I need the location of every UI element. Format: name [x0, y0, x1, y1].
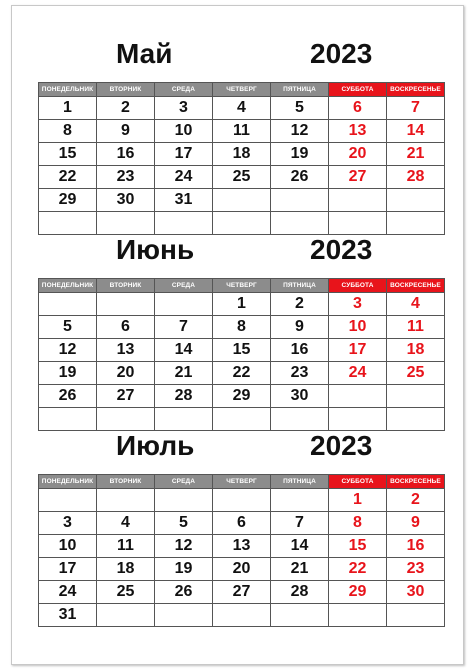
day-cell: 30: [271, 385, 329, 408]
weekday-header-row: [39, 279, 445, 293]
weekday-header: ПОНЕДЕЛЬНИК: [39, 83, 97, 97]
week-row: [39, 512, 445, 535]
empty-day-cell: [213, 489, 271, 512]
day-cell: 30: [387, 581, 445, 604]
day-cell: 14: [155, 339, 213, 362]
weekday-header: ПОНЕДЕЛЬНИК: [39, 279, 97, 293]
day-cell: 17: [39, 558, 97, 581]
day-cell: 7: [155, 316, 213, 339]
month-title: Июнь: [116, 234, 195, 265]
day-cell: 6: [329, 97, 387, 120]
day-cell: 27: [97, 385, 155, 408]
day-cell: 22: [329, 558, 387, 581]
weekday-header: ПЯТНИЦА: [271, 279, 329, 293]
week-row: [39, 385, 445, 408]
day-cell: 2: [271, 293, 329, 316]
day-cell: 25: [387, 362, 445, 385]
empty-day-cell: [329, 408, 387, 431]
weekday-header: СРЕДА: [155, 279, 213, 293]
empty-day-cell: [39, 212, 97, 235]
day-cell: 12: [155, 535, 213, 558]
empty-day-cell: [97, 212, 155, 235]
day-cell: 8: [39, 120, 97, 143]
empty-day-cell: [155, 293, 213, 316]
month-grid: [38, 82, 445, 235]
empty-day-cell: [271, 189, 329, 212]
week-row: [39, 120, 445, 143]
day-cell: 7: [387, 97, 445, 120]
day-cell: 9: [97, 120, 155, 143]
day-cell: 31: [155, 189, 213, 212]
day-cell: 6: [97, 316, 155, 339]
day-cell: 22: [213, 362, 271, 385]
day-cell: 24: [329, 362, 387, 385]
week-row: [39, 293, 445, 316]
empty-day-cell: [213, 604, 271, 627]
empty-day-cell: [213, 408, 271, 431]
day-cell: 4: [387, 293, 445, 316]
day-cell: 24: [155, 166, 213, 189]
weekday-header: СУББОТА: [329, 83, 387, 97]
day-cell: 8: [213, 316, 271, 339]
day-cell: 31: [39, 604, 97, 627]
day-cell: 14: [387, 120, 445, 143]
day-cell: 14: [271, 535, 329, 558]
day-cell: 1: [39, 97, 97, 120]
weekday-header: ПОНЕДЕЛЬНИК: [39, 475, 97, 489]
day-cell: 4: [213, 97, 271, 120]
month-grid: [38, 278, 445, 431]
empty-day-cell: [39, 293, 97, 316]
day-cell: 25: [213, 166, 271, 189]
day-cell: 29: [213, 385, 271, 408]
day-cell: 15: [39, 143, 97, 166]
week-row: [39, 316, 445, 339]
week-row: [39, 535, 445, 558]
day-cell: 15: [213, 339, 271, 362]
day-cell: 23: [387, 558, 445, 581]
day-cell: 19: [39, 362, 97, 385]
day-cell: 6: [213, 512, 271, 535]
empty-day-cell: [97, 604, 155, 627]
month-grid: [38, 474, 445, 627]
day-cell: 17: [155, 143, 213, 166]
day-cell: 22: [39, 166, 97, 189]
day-cell: 21: [387, 143, 445, 166]
empty-day-cell: [329, 604, 387, 627]
weekday-header: ЧЕТВЕРГ: [213, 475, 271, 489]
weekday-header: ВОСКРЕСЕНЬЕ: [387, 279, 445, 293]
week-row: [39, 581, 445, 604]
empty-day-cell: [329, 385, 387, 408]
day-cell: 1: [213, 293, 271, 316]
day-cell: 25: [97, 581, 155, 604]
day-cell: 18: [387, 339, 445, 362]
empty-day-cell: [155, 489, 213, 512]
empty-day-cell: [155, 604, 213, 627]
empty-day-cell: [271, 604, 329, 627]
day-cell: 8: [329, 512, 387, 535]
day-cell: 20: [329, 143, 387, 166]
week-row: [39, 489, 445, 512]
day-cell: 26: [155, 581, 213, 604]
weekday-header-row: [39, 83, 445, 97]
empty-day-cell: [39, 408, 97, 431]
day-cell: 17: [329, 339, 387, 362]
day-cell: 11: [387, 316, 445, 339]
day-cell: 20: [97, 362, 155, 385]
empty-day-cell: [97, 408, 155, 431]
week-row: [39, 558, 445, 581]
day-cell: 5: [39, 316, 97, 339]
weekday-header: СРЕДА: [155, 475, 213, 489]
day-cell: 13: [213, 535, 271, 558]
empty-day-cell: [271, 489, 329, 512]
year-title: 2023: [310, 38, 373, 69]
week-row: [39, 339, 445, 362]
weekday-header: ЧЕТВЕРГ: [213, 279, 271, 293]
day-cell: 10: [155, 120, 213, 143]
day-cell: 21: [155, 362, 213, 385]
day-cell: 29: [39, 189, 97, 212]
day-cell: 10: [329, 316, 387, 339]
day-cell: 20: [213, 558, 271, 581]
empty-day-cell: [271, 212, 329, 235]
day-cell: 26: [39, 385, 97, 408]
empty-day-cell: [213, 212, 271, 235]
day-cell: 23: [271, 362, 329, 385]
day-cell: 18: [97, 558, 155, 581]
weekday-header: ПЯТНИЦА: [271, 475, 329, 489]
day-cell: 3: [39, 512, 97, 535]
day-cell: 4: [97, 512, 155, 535]
weekday-header: ВОСКРЕСЕНЬЕ: [387, 475, 445, 489]
day-cell: 11: [97, 535, 155, 558]
empty-day-cell: [271, 408, 329, 431]
weekday-header: ВТОРНИК: [97, 475, 155, 489]
empty-day-cell: [387, 189, 445, 212]
day-cell: 16: [387, 535, 445, 558]
weekday-header: СУББОТА: [329, 475, 387, 489]
week-row: [39, 189, 445, 212]
day-cell: 19: [271, 143, 329, 166]
day-cell: 10: [39, 535, 97, 558]
empty-day-cell: [329, 212, 387, 235]
day-cell: 27: [329, 166, 387, 189]
year-title: 2023: [310, 430, 373, 461]
day-cell: 12: [271, 120, 329, 143]
weekday-header: СРЕДА: [155, 83, 213, 97]
day-cell: 5: [155, 512, 213, 535]
day-cell: 9: [271, 316, 329, 339]
weekday-header: ВТОРНИК: [97, 279, 155, 293]
weekday-header: СУББОТА: [329, 279, 387, 293]
empty-day-cell: [97, 293, 155, 316]
weekday-header-row: [39, 475, 445, 489]
day-cell: 13: [97, 339, 155, 362]
day-cell: 5: [271, 97, 329, 120]
day-cell: 7: [271, 512, 329, 535]
day-cell: 28: [155, 385, 213, 408]
empty-day-cell: [155, 212, 213, 235]
day-cell: 13: [329, 120, 387, 143]
day-cell: 3: [155, 97, 213, 120]
weekday-header: ВОСКРЕСЕНЬЕ: [387, 83, 445, 97]
day-cell: 12: [39, 339, 97, 362]
day-cell: 28: [387, 166, 445, 189]
week-row: [39, 166, 445, 189]
day-cell: 9: [387, 512, 445, 535]
empty-day-cell: [387, 385, 445, 408]
empty-day-cell: [387, 604, 445, 627]
empty-day-cell: [387, 212, 445, 235]
day-cell: 23: [97, 166, 155, 189]
week-row: [39, 97, 445, 120]
empty-day-cell: [155, 408, 213, 431]
day-cell: 19: [155, 558, 213, 581]
day-cell: 24: [39, 581, 97, 604]
day-cell: 21: [271, 558, 329, 581]
empty-day-cell: [387, 408, 445, 431]
month-title: Май: [116, 38, 173, 69]
empty-day-cell: [329, 189, 387, 212]
day-cell: 3: [329, 293, 387, 316]
week-row: [39, 408, 445, 431]
day-cell: 11: [213, 120, 271, 143]
week-row: [39, 604, 445, 627]
day-cell: 16: [97, 143, 155, 166]
day-cell: 2: [387, 489, 445, 512]
month-title: Июль: [116, 430, 195, 461]
week-row: [39, 143, 445, 166]
day-cell: 15: [329, 535, 387, 558]
week-row: [39, 212, 445, 235]
week-row: [39, 362, 445, 385]
day-cell: 27: [213, 581, 271, 604]
day-cell: 1: [329, 489, 387, 512]
empty-day-cell: [39, 489, 97, 512]
day-cell: 30: [97, 189, 155, 212]
day-cell: 18: [213, 143, 271, 166]
empty-day-cell: [97, 489, 155, 512]
day-cell: 29: [329, 581, 387, 604]
weekday-header: ПЯТНИЦА: [271, 83, 329, 97]
weekday-header: ЧЕТВЕРГ: [213, 83, 271, 97]
weekday-header: ВТОРНИК: [97, 83, 155, 97]
year-title: 2023: [310, 234, 373, 265]
day-cell: 2: [97, 97, 155, 120]
day-cell: 26: [271, 166, 329, 189]
day-cell: 28: [271, 581, 329, 604]
day-cell: 16: [271, 339, 329, 362]
empty-day-cell: [213, 189, 271, 212]
